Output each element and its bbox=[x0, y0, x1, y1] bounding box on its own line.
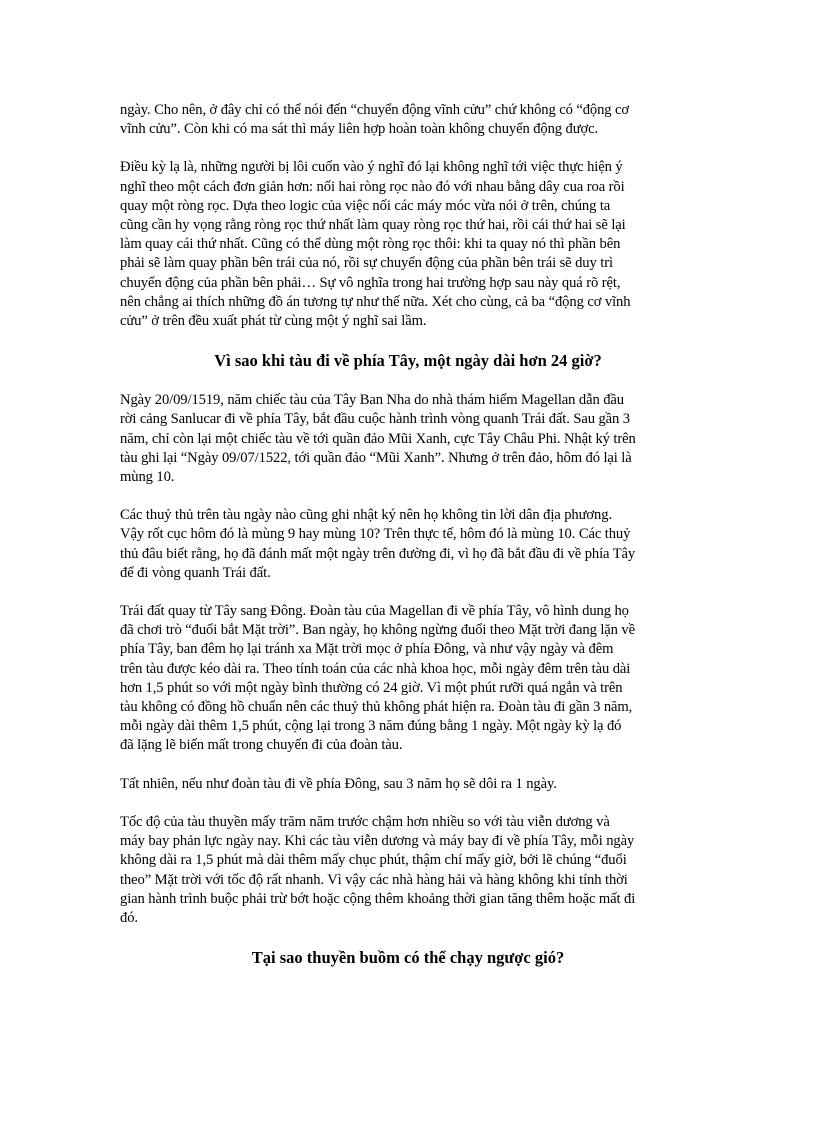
text-line: cửu” ở trên đều xuất phát từ cùng một ý nghĩ sai lầm. bbox=[120, 313, 427, 330]
text-line: chuyển động của phần bên phải… Sự vô nghĩa trong hai trường hợp sau này quá rõ rệt, bbox=[120, 274, 621, 291]
text-line: Tốc độ của tàu thuyền mấy trăm năm trước chậm hơn nhiều so với tàu viễn dương và bbox=[120, 813, 610, 830]
paragraph bbox=[120, 158, 696, 331]
text-line: vĩnh cửu”. Còn khi có ma sát thì máy liên hợp hoàn toàn không chuyển động được. bbox=[120, 121, 599, 138]
text-line: máy bay phản lực ngày nay. Khi các tàu viễn dương và máy bay đi về phía Tây, mỗi ngày bbox=[120, 833, 635, 850]
paragraph bbox=[120, 101, 696, 139]
paragraph bbox=[120, 813, 696, 928]
text-line: phải sẽ làm quay phần bên trái của nó, rồi sự chuyển động của phần bên trái sẽ duy trì bbox=[120, 255, 613, 272]
section-heading: Tại sao thuyền buồm có thể chạy ngược gió? bbox=[251, 948, 565, 968]
text-line: ngày. Cho nên, ở đây chỉ có thể nói đến “chuyển động vĩnh cửu” chứ không có “động cơ bbox=[120, 102, 630, 118]
text-line: Tất nhiên, nếu như đoàn tàu đi về phía Đông, sau 3 năm họ sẽ dôi ra 1 ngày. bbox=[120, 775, 557, 792]
text-line: hơn 1,5 phút so với một ngày bình thường có 24 giờ. Vì một phút rưỡi quá ngắn và trên bbox=[120, 679, 623, 696]
paragraph bbox=[120, 391, 696, 487]
text-line: đã chơi trò “đuổi bắt Mặt trời”. Ban ngày, họ không ngừng đuổi theo Mặt trời đang lặn về bbox=[120, 622, 635, 639]
text-line: theo” Mặt trời với tốc độ rất nhanh. Vì vậy các nhà hàng hải và hàng không khi tính thời bbox=[120, 871, 628, 888]
document-page bbox=[120, 101, 696, 988]
text-line: tàu không có đồng hồ chuẩn nên các thuỷ thủ không phát hiện ra. Đoàn tàu đi gần 3 năm, bbox=[120, 699, 633, 716]
text-line: nên chẳng ai thích những đồ án tương tự như thế nữa. Xét cho cùng, cả ba “động cơ vĩnh bbox=[120, 293, 631, 310]
text-line: không dài ra 1,5 phút mà dài thêm mấy chục phút, thậm chí mấy giờ, bởi lẽ chúng “đuổi bbox=[120, 852, 627, 869]
section-heading: Vì sao khi tàu đi về phía Tây, một ngày dài hơn 24 giờ? bbox=[214, 351, 602, 371]
text-line: phía Tây, ban đêm họ lại tránh xa Mặt trời mọc ở phía Đông, và như vậy ngày và đêm bbox=[120, 641, 614, 658]
text-line: cũng cần hy vọng rằng ròng rọc thứ nhất làm quay ròng rọc thứ hai, rồi cái thứ hai sẽ lại bbox=[120, 217, 626, 234]
text-line: thủ đâu biết rằng, họ đã đánh mất một ngày trên đường đi, vì họ đã bắt đầu đi về phía Tây bbox=[120, 545, 636, 562]
paragraph bbox=[120, 602, 696, 756]
text-line: quay một ròng rọc. Dựa theo logic của việc nối các máy móc vừa nói ở trên, chúng ta bbox=[120, 197, 611, 214]
text-line: Ngày 20/09/1519, năm chiếc tàu của Tây Ban Nha do nhà thám hiểm Magellan dẫn đầu bbox=[120, 392, 624, 409]
text-line: Trái đất quay từ Tây sang Đông. Đoàn tàu của Magellan đi về phía Tây, vô hình dung họ bbox=[120, 603, 629, 620]
text-line: Điều kỳ lạ là, những người bị lôi cuốn vào ý nghĩ đó lại không nghĩ tới việc thực hiện ý bbox=[120, 159, 623, 176]
text-line: mỗi ngày dài thêm 1,5 phút, cộng lại trong 3 năm đúng bằng 1 ngày. Một ngày kỳ lạ đó bbox=[120, 718, 622, 735]
text-line: đã lặng lẽ biến mất trong chuyến đi của đoàn tàu. bbox=[120, 737, 403, 754]
text-line: mùng 10. bbox=[120, 469, 175, 486]
text-line: nghĩ theo một cách đơn giản hơn: nối hai ròng rọc nào đó với nhau bằng dây cua roa rồi bbox=[120, 178, 625, 195]
text-line: Vậy rốt cục hôm đó là mùng 9 hay mùng 10? Trên thực tế, hôm đó là mùng 10. Các thuỷ bbox=[120, 526, 631, 543]
text-line: gian hành trình buộc phải trừ bớt hoặc cộng thêm khoảng thời gian tăng thêm hoặc mất đi bbox=[120, 890, 636, 907]
text-line: tàu ghi lại “Ngày 09/07/1522, tới quần đảo “Mũi Xanh”. Nhưng ở trên đảo, hôm đó lại là bbox=[120, 449, 632, 466]
text-line: để đi vòng quanh Trái đất. bbox=[120, 564, 271, 581]
text-line: trên tàu được kéo dài ra. Theo tính toán của các nhà khoa học, mỗi ngày đêm trên tàu dài bbox=[120, 660, 631, 677]
text-line: Các thuỷ thủ trên tàu ngày nào cũng ghi nhật ký nên họ không tin lời dân địa phương. bbox=[120, 507, 612, 524]
text-line: năm, chỉ còn lại một chiếc tàu về tới quần đảo Mũi Xanh, cực Tây Châu Phi. Nhật ký trên bbox=[120, 430, 636, 447]
paragraph bbox=[120, 775, 696, 794]
text-line: làm quay cái thứ nhất. Cũng có thể dùng một ròng rọc thôi: khi ta quay nó thì phần bên bbox=[120, 236, 621, 253]
text-line: đó. bbox=[120, 909, 138, 926]
paragraph bbox=[120, 506, 696, 583]
text-line: rời cảng Sanlucar đi về phía Tây, bắt đầu cuộc hành trình vòng quanh Trái đất. Sau gần 3 bbox=[120, 411, 630, 428]
